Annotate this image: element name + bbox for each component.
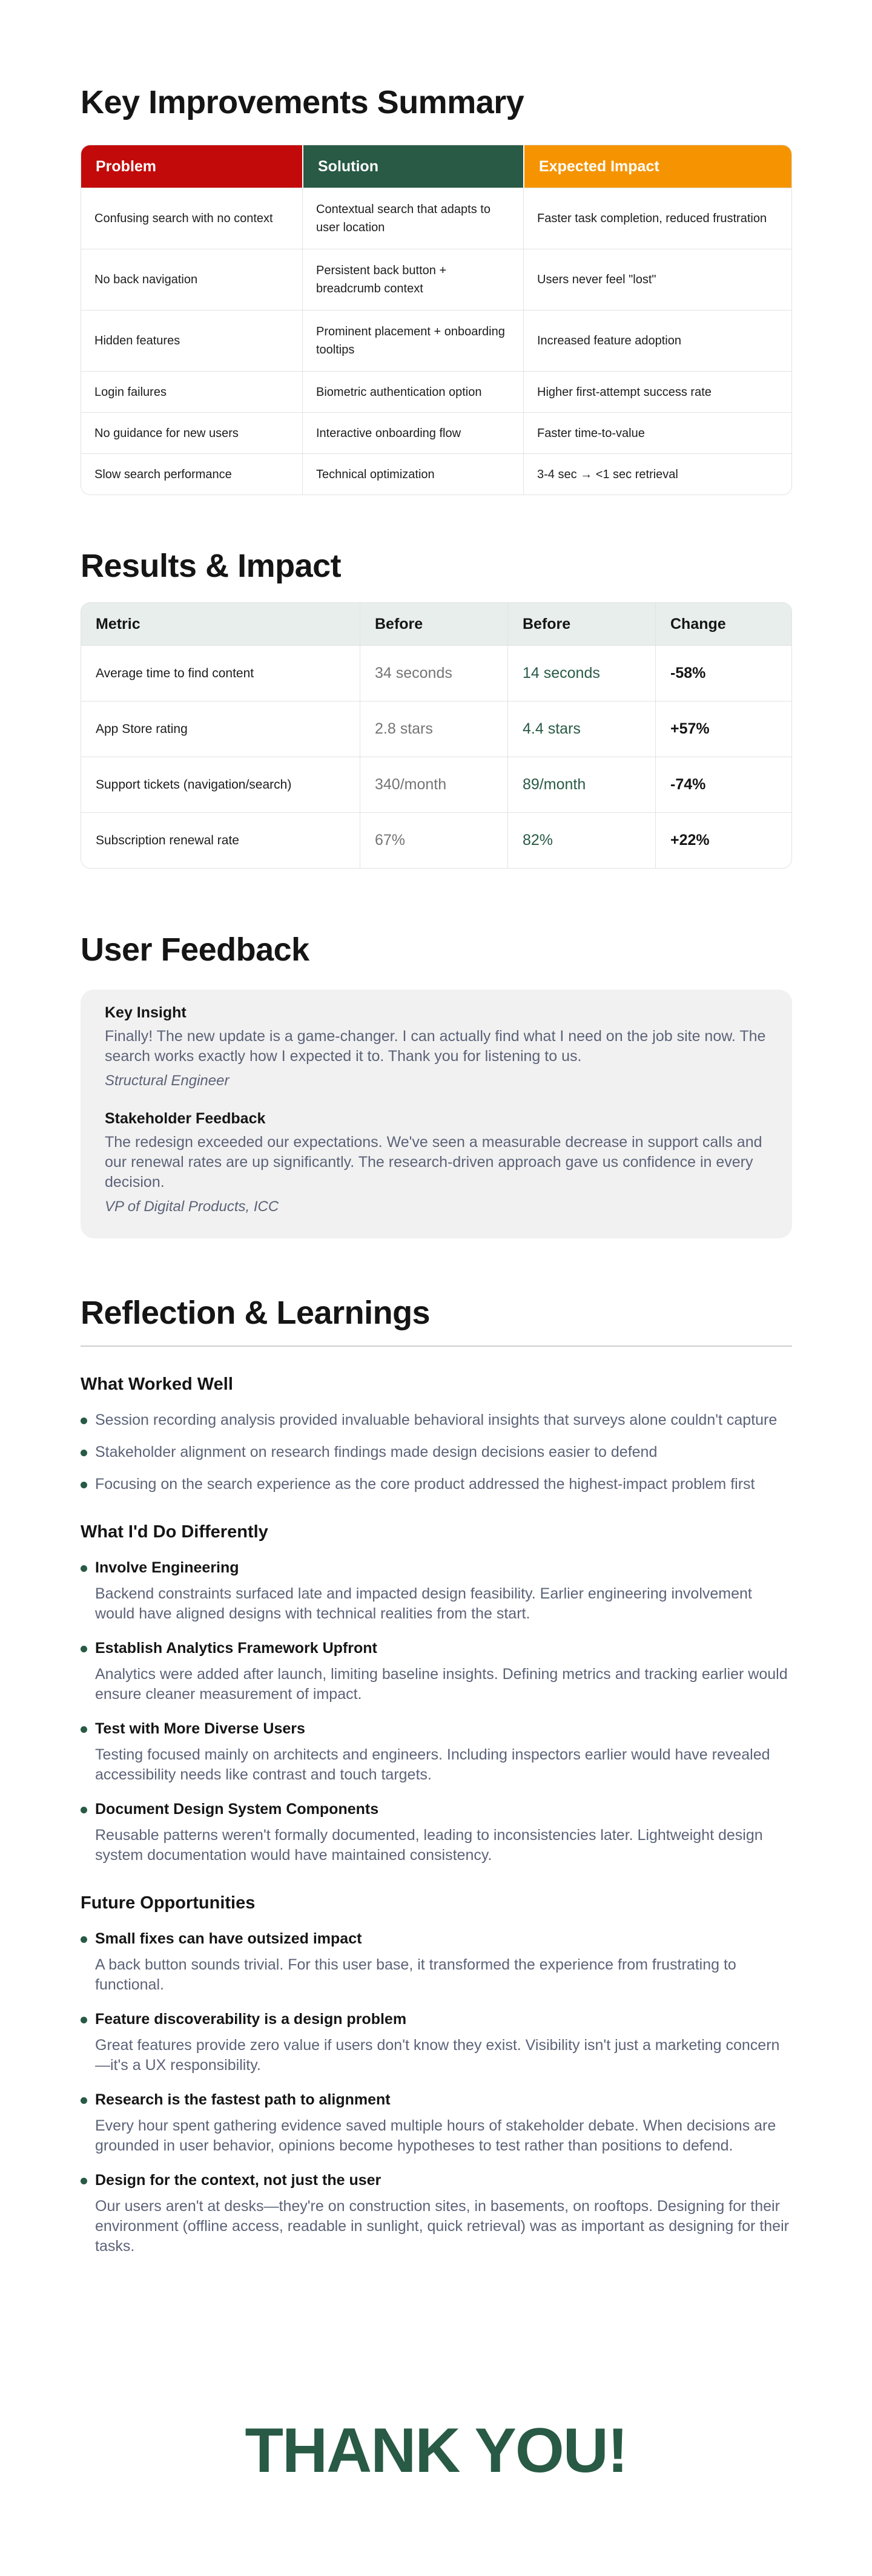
list-item — [81, 1929, 792, 1995]
header-change: Change — [655, 603, 791, 645]
list-item-desc: Testing focused mainly on architects and engineers. Including inspectors earlier would have revealed accessibility needs like contrast and touch targets. — [95, 1746, 770, 1784]
list-item-desc: A back button sounds trivial. For this user base, it transformed the experience from frustrating to functional. — [95, 1956, 736, 1994]
cell-change: -74% — [655, 757, 791, 812]
table-row — [81, 701, 791, 757]
list-item — [81, 2090, 792, 2156]
list-item — [81, 1558, 792, 1624]
bullet-icon — [81, 2178, 87, 2184]
list-item — [81, 1474, 792, 1494]
cell-change: +22% — [655, 813, 791, 868]
list-item-title: Document Design System Components — [95, 1801, 379, 1818]
cell-problem: No back navigation — [94, 273, 198, 287]
improvements-table — [81, 145, 792, 495]
feedback-card — [81, 990, 792, 1238]
cell-metric: Support tickets (navigation/search) — [96, 777, 292, 792]
bullet-icon — [81, 1646, 87, 1652]
section-title: Reflection & Learnings — [81, 1295, 431, 1331]
table-row — [81, 453, 791, 494]
bullet-icon — [81, 1936, 87, 1943]
results-section — [81, 548, 792, 869]
list-item-title: Small fixes can have outsized impact — [95, 1930, 362, 1948]
list-item-text: Focusing on the search experience as the core product addressed the highest-impact problem first — [95, 1476, 755, 1493]
cell-change: +57% — [655, 702, 791, 757]
feedback-heading: Key Insight — [105, 1004, 187, 1022]
bullet-icon — [81, 1482, 87, 1488]
cell-after: 4.4 stars — [507, 702, 655, 757]
cell-metric: Average time to find content — [96, 666, 254, 680]
list-item-text: Stakeholder alignment on research findings made design decisions easier to defend — [95, 1444, 658, 1461]
table-header — [81, 145, 791, 188]
header-solution: Solution — [302, 145, 523, 188]
cell-impact: Users never feel "lost" — [523, 249, 791, 310]
cell-solution: Contextual search that adapts to user location — [302, 188, 523, 249]
table-header — [81, 603, 791, 645]
bullet-icon — [81, 2017, 87, 2023]
header-metric: Metric — [96, 615, 140, 632]
future-opportunities-list — [81, 1929, 792, 2256]
list-item — [81, 1799, 792, 1865]
results-table — [81, 602, 792, 869]
cell-solution: Prominent placement + onboarding tooltips — [302, 310, 523, 371]
list-item-desc: Great features provide zero value if users don't know they exist. Visibility isn't just a marketing concern—it's a UX responsibility. — [95, 2037, 780, 2074]
cell-impact: 3-4 sec → <1 sec retrieval — [523, 454, 791, 494]
cell-solution: Biometric authentication option — [302, 372, 523, 412]
reflection-section — [81, 1295, 792, 2271]
key-improvements-section — [81, 85, 792, 495]
cell-impact: Faster task completion, reduced frustration — [523, 188, 791, 249]
list-item-desc: Every hour spent gathering evidence saved multiple hours of stakeholder debate. When decisions are grounded in user behavior, opinions become hypotheses to test rather than positions to defend. — [95, 2117, 776, 2155]
cell-problem: Hidden features — [94, 334, 180, 348]
cell-before: 67% — [360, 813, 507, 868]
subsection-title: What Worked Well — [81, 1375, 233, 1395]
subsection-title: Future Opportunities — [81, 1893, 256, 1913]
cell-impact: Faster time-to-value — [523, 413, 791, 453]
cell-after: 82% — [507, 813, 655, 868]
list-item-title: Design for the context, not just the user — [95, 2172, 382, 2189]
cell-problem: Confusing search with no context — [94, 212, 273, 226]
section-divider — [81, 1346, 792, 1347]
cell-after: 14 seconds — [507, 646, 655, 701]
cell-solution: Interactive onboarding flow — [302, 413, 523, 453]
table-row — [81, 757, 791, 812]
feedback-author: VP of Digital Products, ICC — [105, 1198, 279, 1215]
cell-before: 340/month — [360, 757, 507, 812]
table-row — [81, 412, 791, 453]
list-item — [81, 2009, 792, 2075]
list-item-title: Involve Engineering — [95, 1559, 239, 1577]
section-title: User Feedback — [81, 932, 309, 968]
bullet-icon — [81, 1450, 87, 1456]
table-row — [81, 812, 791, 868]
list-item-title: Test with More Diverse Users — [95, 1720, 305, 1738]
do-differently-list — [81, 1558, 792, 1865]
header-problem: Problem — [81, 145, 302, 188]
list-item-title: Feature discoverability is a design problem — [95, 2011, 407, 2028]
list-item — [81, 1410, 792, 1430]
table-row — [81, 188, 791, 249]
section-title: Results & Impact — [81, 548, 342, 584]
bullet-icon — [81, 1726, 87, 1733]
header-impact: Expected Impact — [523, 145, 791, 188]
list-item — [81, 1719, 792, 1785]
section-title: Key Improvements Summary — [81, 84, 524, 120]
feedback-quote: The redesign exceeded our expectations. We've seen a measurable decrease in support calls and our renewal rates are up significantly. The research-driven approach gave us confidence in every decision. — [105, 1134, 762, 1191]
cell-change: -58% — [655, 646, 791, 701]
cell-solution: Technical optimization — [302, 454, 523, 494]
feedback-author: Structural Engineer — [105, 1073, 230, 1089]
header-after: Before — [507, 603, 655, 645]
list-item-text: Session recording analysis provided invaluable behavioral insights that surveys alone couldn't capture — [95, 1411, 778, 1429]
list-item-desc: Backend constraints surfaced late and impacted design feasibility. Earlier engineering involvement would have aligned designs with technical realities from the start. — [95, 1585, 752, 1623]
user-feedback-section — [81, 932, 792, 1238]
cell-metric: App Store rating — [96, 721, 188, 736]
subsection-title: What I'd Do Differently — [81, 1522, 268, 1542]
cell-problem: Login failures — [94, 385, 167, 399]
list-item-desc: Our users aren't at desks—they're on construction sites, in basements, on rooftops. Designing for their environment (offline access, readable in sunlight, quick retrieval) was as important as designing for their tasks. — [95, 2198, 789, 2255]
cell-problem: No guidance for new users — [94, 426, 239, 440]
table-row — [81, 249, 791, 310]
table-row — [81, 371, 791, 412]
table-row — [81, 310, 791, 371]
worked-well-list — [81, 1410, 792, 1494]
header-before: Before — [360, 603, 507, 645]
thank-you-heading: THANK YOU! — [245, 2416, 627, 2486]
cell-before: 34 seconds — [360, 646, 507, 701]
bullet-icon — [81, 1418, 87, 1424]
list-item-desc: Analytics were added after launch, limiting baseline insights. Defining metrics and tracking earlier would ensure cleaner measurement of impact. — [95, 1666, 788, 1703]
cell-problem: Slow search performance — [94, 467, 232, 481]
list-item — [81, 1638, 792, 1704]
list-item-title: Research is the fastest path to alignment — [95, 2091, 391, 2109]
bullet-icon — [81, 1807, 87, 1813]
bullet-icon — [81, 2097, 87, 2104]
cell-solution: Persistent back button + breadcrumb context — [302, 249, 523, 310]
feedback-item — [105, 1110, 768, 1215]
list-item-title: Establish Analytics Framework Upfront — [95, 1640, 377, 1657]
list-item — [81, 1442, 792, 1462]
list-item-desc: Reusable patterns weren't formally documented, leading to inconsistencies later. Lightweight design system documentation would have maintained consistency. — [95, 1827, 763, 1864]
cell-before: 2.8 stars — [360, 702, 507, 757]
cell-impact: Increased feature adoption — [523, 310, 791, 371]
feedback-item — [105, 1004, 768, 1089]
feedback-quote: Finally! The new update is a game-changer. I can actually find what I need on the job site now. The search works exactly how I expected it to. Thank you for listening to us. — [105, 1028, 766, 1065]
table-row — [81, 645, 791, 701]
cell-after: 89/month — [507, 757, 655, 812]
cell-metric: Subscription renewal rate — [96, 833, 239, 847]
feedback-heading: Stakeholder Feedback — [105, 1110, 266, 1128]
list-item — [81, 2170, 792, 2256]
cell-impact: Higher first-attempt success rate — [523, 372, 791, 412]
bullet-icon — [81, 1565, 87, 1572]
